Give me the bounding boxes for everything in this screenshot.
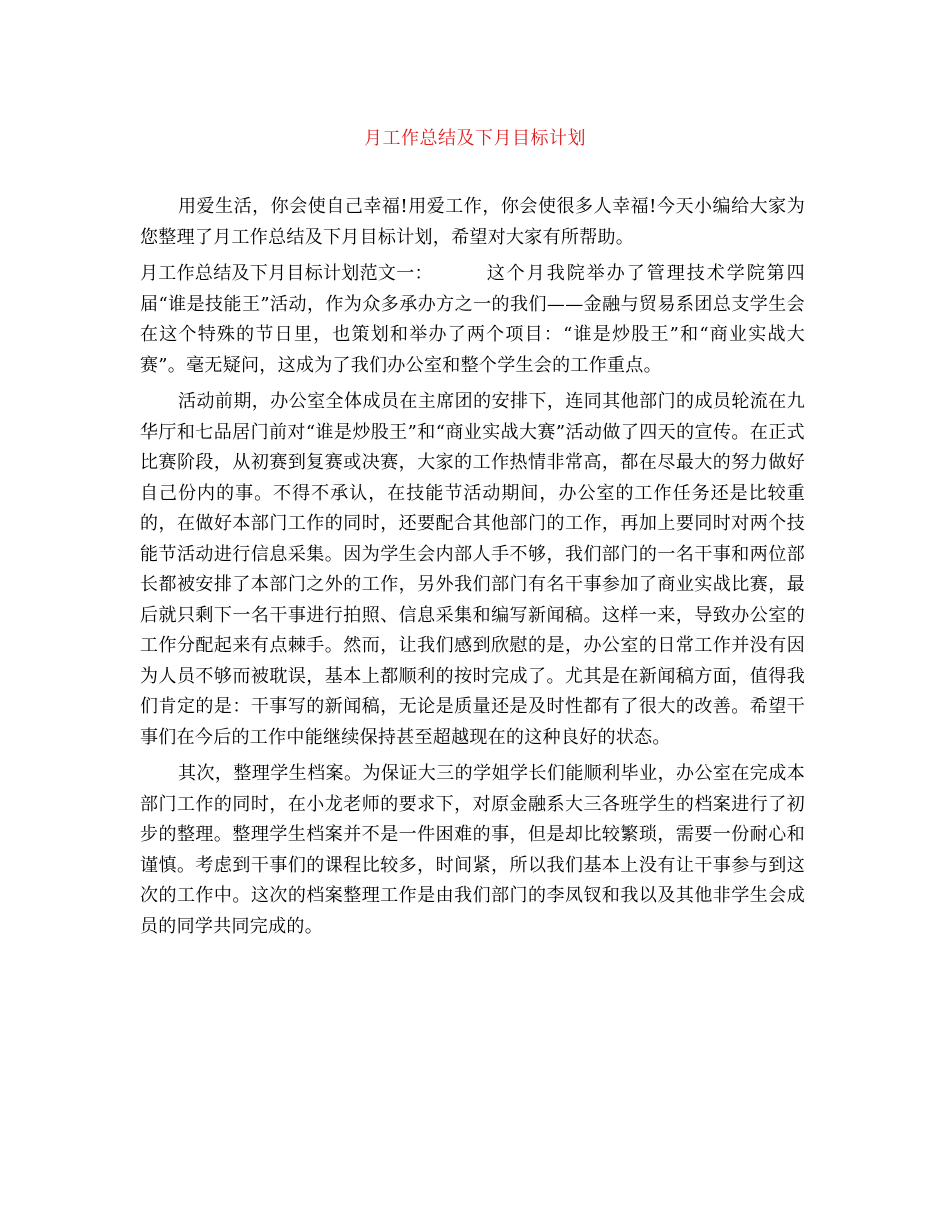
archive-paragraph: 其次，整理学生档案。为保证大三的学姐学长们能顺利毕业，办公室在完成本部门工作的同时，在小龙老师的要求下，对原金融系大三各班学生的档案进行了初步的整理。整理学生档案并不是一件困难的事，但是却比较繁琐，需要一份耐心和谨慎。考虑到干事们的课程比较多，时间紧，所以我们基本上没有让干事参与到这次的工作中。这次的档案整理工作是由我们部门的李凤钗和我以及其他非学生会成员的同学共同完成的。 [140,763,805,937]
document-title: 月工作总结及下月目标计划 [364,128,586,149]
document-body [140,192,805,948]
activity-paragraph: 活动前期，办公室全体成员在主席团的安排下，连同其他部门的成员轮流在九华厅和七品居门前对“谁是炒股王”和“商业实战大赛”活动做了四天的宣传。在正式比赛阶段，从初赛到复赛或决赛，大家的工作热情非常高，都在尽最大的努力做好自己份内的事。不得不承认，在技能节活动期间，办公室的工作任务还是比较重的，在做好本部门工作的同时，还要配合其他部门的工作，再加上要同时对两个技能节活动进行信息采集。因为学生会内部人手不够，我们部门的一名干事和两位部长都被安排了本部门之外的工作，另外我们部门有名干事参加了商业实战比赛，最后就只剩下一名干事进行拍照、信息采集和编写新闻稿。这样一来，导致办公室的工作分配起来有点棘手。然而，让我们感到欣慰的是，办公室的日常工作并没有因为人员不够而被耽误，基本上都顺利的按时完成了。尤其是在新闻稿方面，值得我们肯定的是：干事写的新闻稿，无论是质量还是及时性都有了很大的改善。希望干事们在今后的工作中能继续保持甚至超越现在的这种良好的状态。 [140,391,805,748]
sample-heading: 月工作总结及下月目标计划范文一： [140,263,433,284]
intro-paragraph: 用爱生活，你会使自己幸福!用爱工作，你会使很多人幸福!今天小编给大家为您整理了月工作总结及下月目标计划，希望对大家有所帮助。 [140,196,805,248]
sample-first-text: 这个月我院举办了管理技术学院第四届“谁是技能王”活动，作为众多承办方之一的我们——金融与贸易系团总支学生会在这个特殊的节日里，也策划和举办了两个项目：“谁是炒股王”和“商业实战大赛”。毫无疑问，这成为了我们办公室和整个学生会的工作重点。 [140,263,805,376]
sample-paragraph [140,259,805,381]
